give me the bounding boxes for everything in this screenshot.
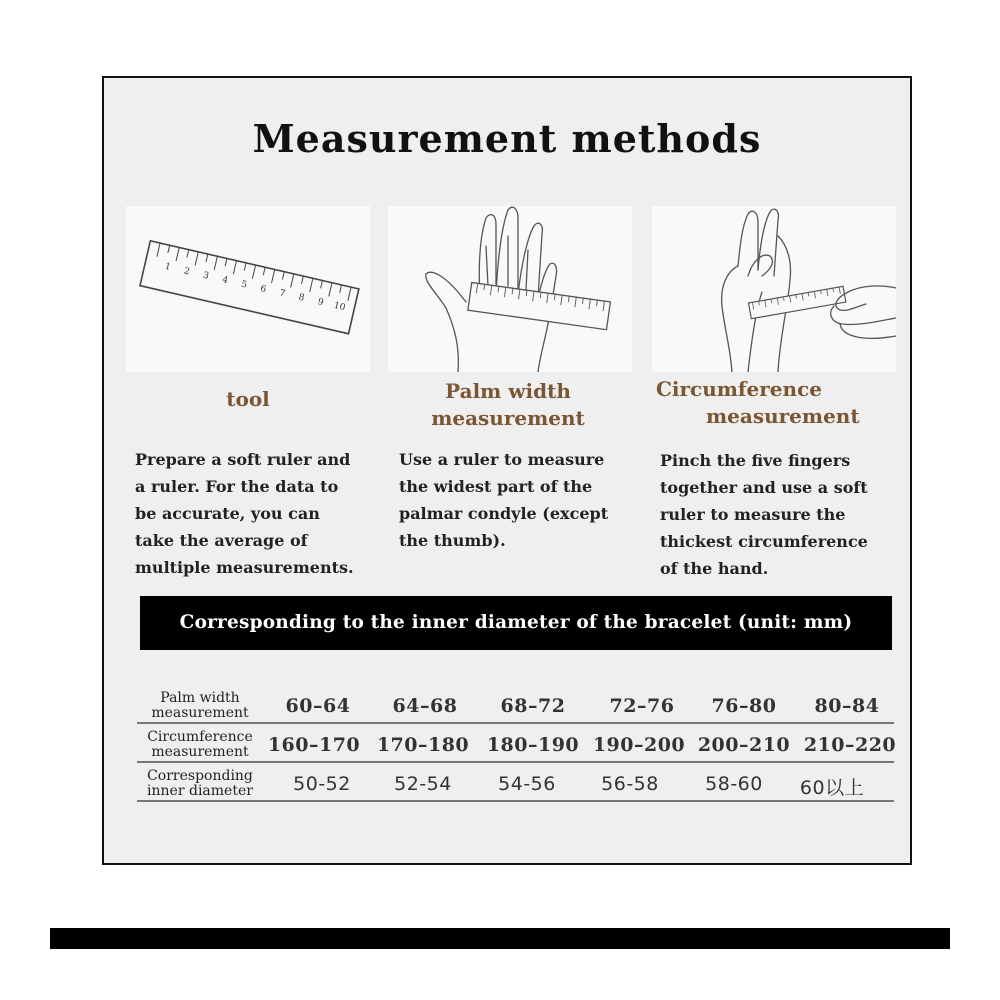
table-cell: 52-54 — [394, 773, 452, 795]
table-cell: 60以上 — [799, 777, 865, 799]
ruler-tick — [348, 287, 351, 301]
footer-bar — [50, 928, 950, 949]
diameter-banner: Corresponding to the inner diameter of the bracelet (unit: mm) — [140, 596, 892, 650]
table-cell: 68–72 — [500, 695, 566, 717]
ruler-number: 4 — [221, 275, 229, 287]
table-cell: 210–220 — [803, 734, 897, 756]
size-table — [134, 688, 897, 805]
table-cell: 160–170 — [267, 734, 361, 756]
table-cell: 60–64 — [285, 695, 351, 717]
palm-width-heading: Palm width measurement — [431, 379, 585, 430]
ruler-number: 7 — [278, 288, 287, 300]
ruler-number: 2 — [182, 266, 191, 278]
tool-image — [126, 206, 370, 372]
tool-description: Prepare a soft ruler and a ruler. For the data to be accurate, you can take the average of multiple measurements. — [135, 450, 354, 577]
ruler-tick — [214, 256, 217, 270]
ruler-tick — [329, 283, 332, 297]
row-label: Circumference measurement — [147, 729, 253, 760]
table-row — [134, 727, 897, 766]
table-cell: 76–80 — [711, 695, 777, 717]
hand-tape-icon — [652, 206, 896, 372]
ruler-number: 5 — [240, 279, 248, 291]
ruler-tick — [225, 258, 227, 266]
ruler-tick — [168, 245, 170, 253]
ruler-tick — [263, 267, 265, 275]
ruler-icon — [126, 206, 370, 372]
row-divider — [137, 761, 894, 763]
palm-width-description: Use a ruler to measure the widest part of the palmar condyle (except the thumb). — [399, 450, 609, 550]
ruler-number: 6 — [259, 283, 268, 295]
ruler-tick — [187, 250, 189, 258]
ruler-tick — [291, 274, 294, 288]
ruler-tick — [176, 247, 179, 261]
ruler-tick — [206, 254, 208, 262]
ruler-tick — [302, 276, 304, 284]
ruler-number: 10 — [332, 300, 347, 314]
ruler-number: 1 — [163, 261, 172, 273]
table-cell: 58-60 — [705, 773, 763, 795]
ruler-number: 3 — [201, 270, 210, 282]
ruler-tick — [244, 263, 246, 271]
table-cell: 170–180 — [376, 734, 470, 756]
row-label: Corresponding inner diameter — [147, 768, 253, 799]
table-cell: 54-56 — [498, 773, 556, 795]
table-cell: 72–76 — [609, 695, 675, 717]
table-row — [134, 766, 894, 805]
table-cell: 200–210 — [697, 734, 791, 756]
tool-heading: tool — [226, 387, 270, 411]
ruler-tick — [195, 252, 198, 266]
row-label: Palm width measurement — [151, 690, 249, 721]
circumference-image — [652, 206, 896, 372]
ruler-tick — [310, 278, 313, 292]
circumference-heading-line1: Circumference — [656, 377, 822, 401]
row-divider — [137, 722, 894, 724]
ruler-tick — [233, 261, 236, 275]
ruler-tick — [157, 243, 160, 257]
table-cell: 180–190 — [486, 734, 580, 756]
table-cell: 64–68 — [392, 695, 458, 717]
table-cell: 56-58 — [601, 773, 659, 795]
circumference-description: Pinch the five fingers together and use a soft ruler to measure the thickest circumference of the hand. — [660, 451, 868, 578]
table-row — [134, 688, 894, 727]
circumference-heading-line2: measurement — [706, 404, 860, 428]
table-cell: 50-52 — [293, 773, 351, 795]
palm-ruler-icon — [388, 206, 632, 372]
ruler-number: 9 — [316, 297, 325, 309]
table-cell: 190–200 — [592, 734, 686, 756]
palm-image — [388, 206, 632, 372]
ruler-tick — [282, 272, 284, 280]
ruler-tick — [252, 265, 255, 279]
table-cell: 80–84 — [814, 695, 880, 717]
measurement-card — [102, 76, 912, 865]
ruler-tick — [321, 281, 323, 289]
ruler-tick — [340, 285, 342, 293]
ruler-tick — [272, 269, 275, 283]
row-divider — [137, 800, 894, 802]
circumference-heading — [656, 376, 896, 430]
ruler-number: 8 — [297, 292, 306, 304]
page-title: Measurement methods — [252, 116, 762, 161]
